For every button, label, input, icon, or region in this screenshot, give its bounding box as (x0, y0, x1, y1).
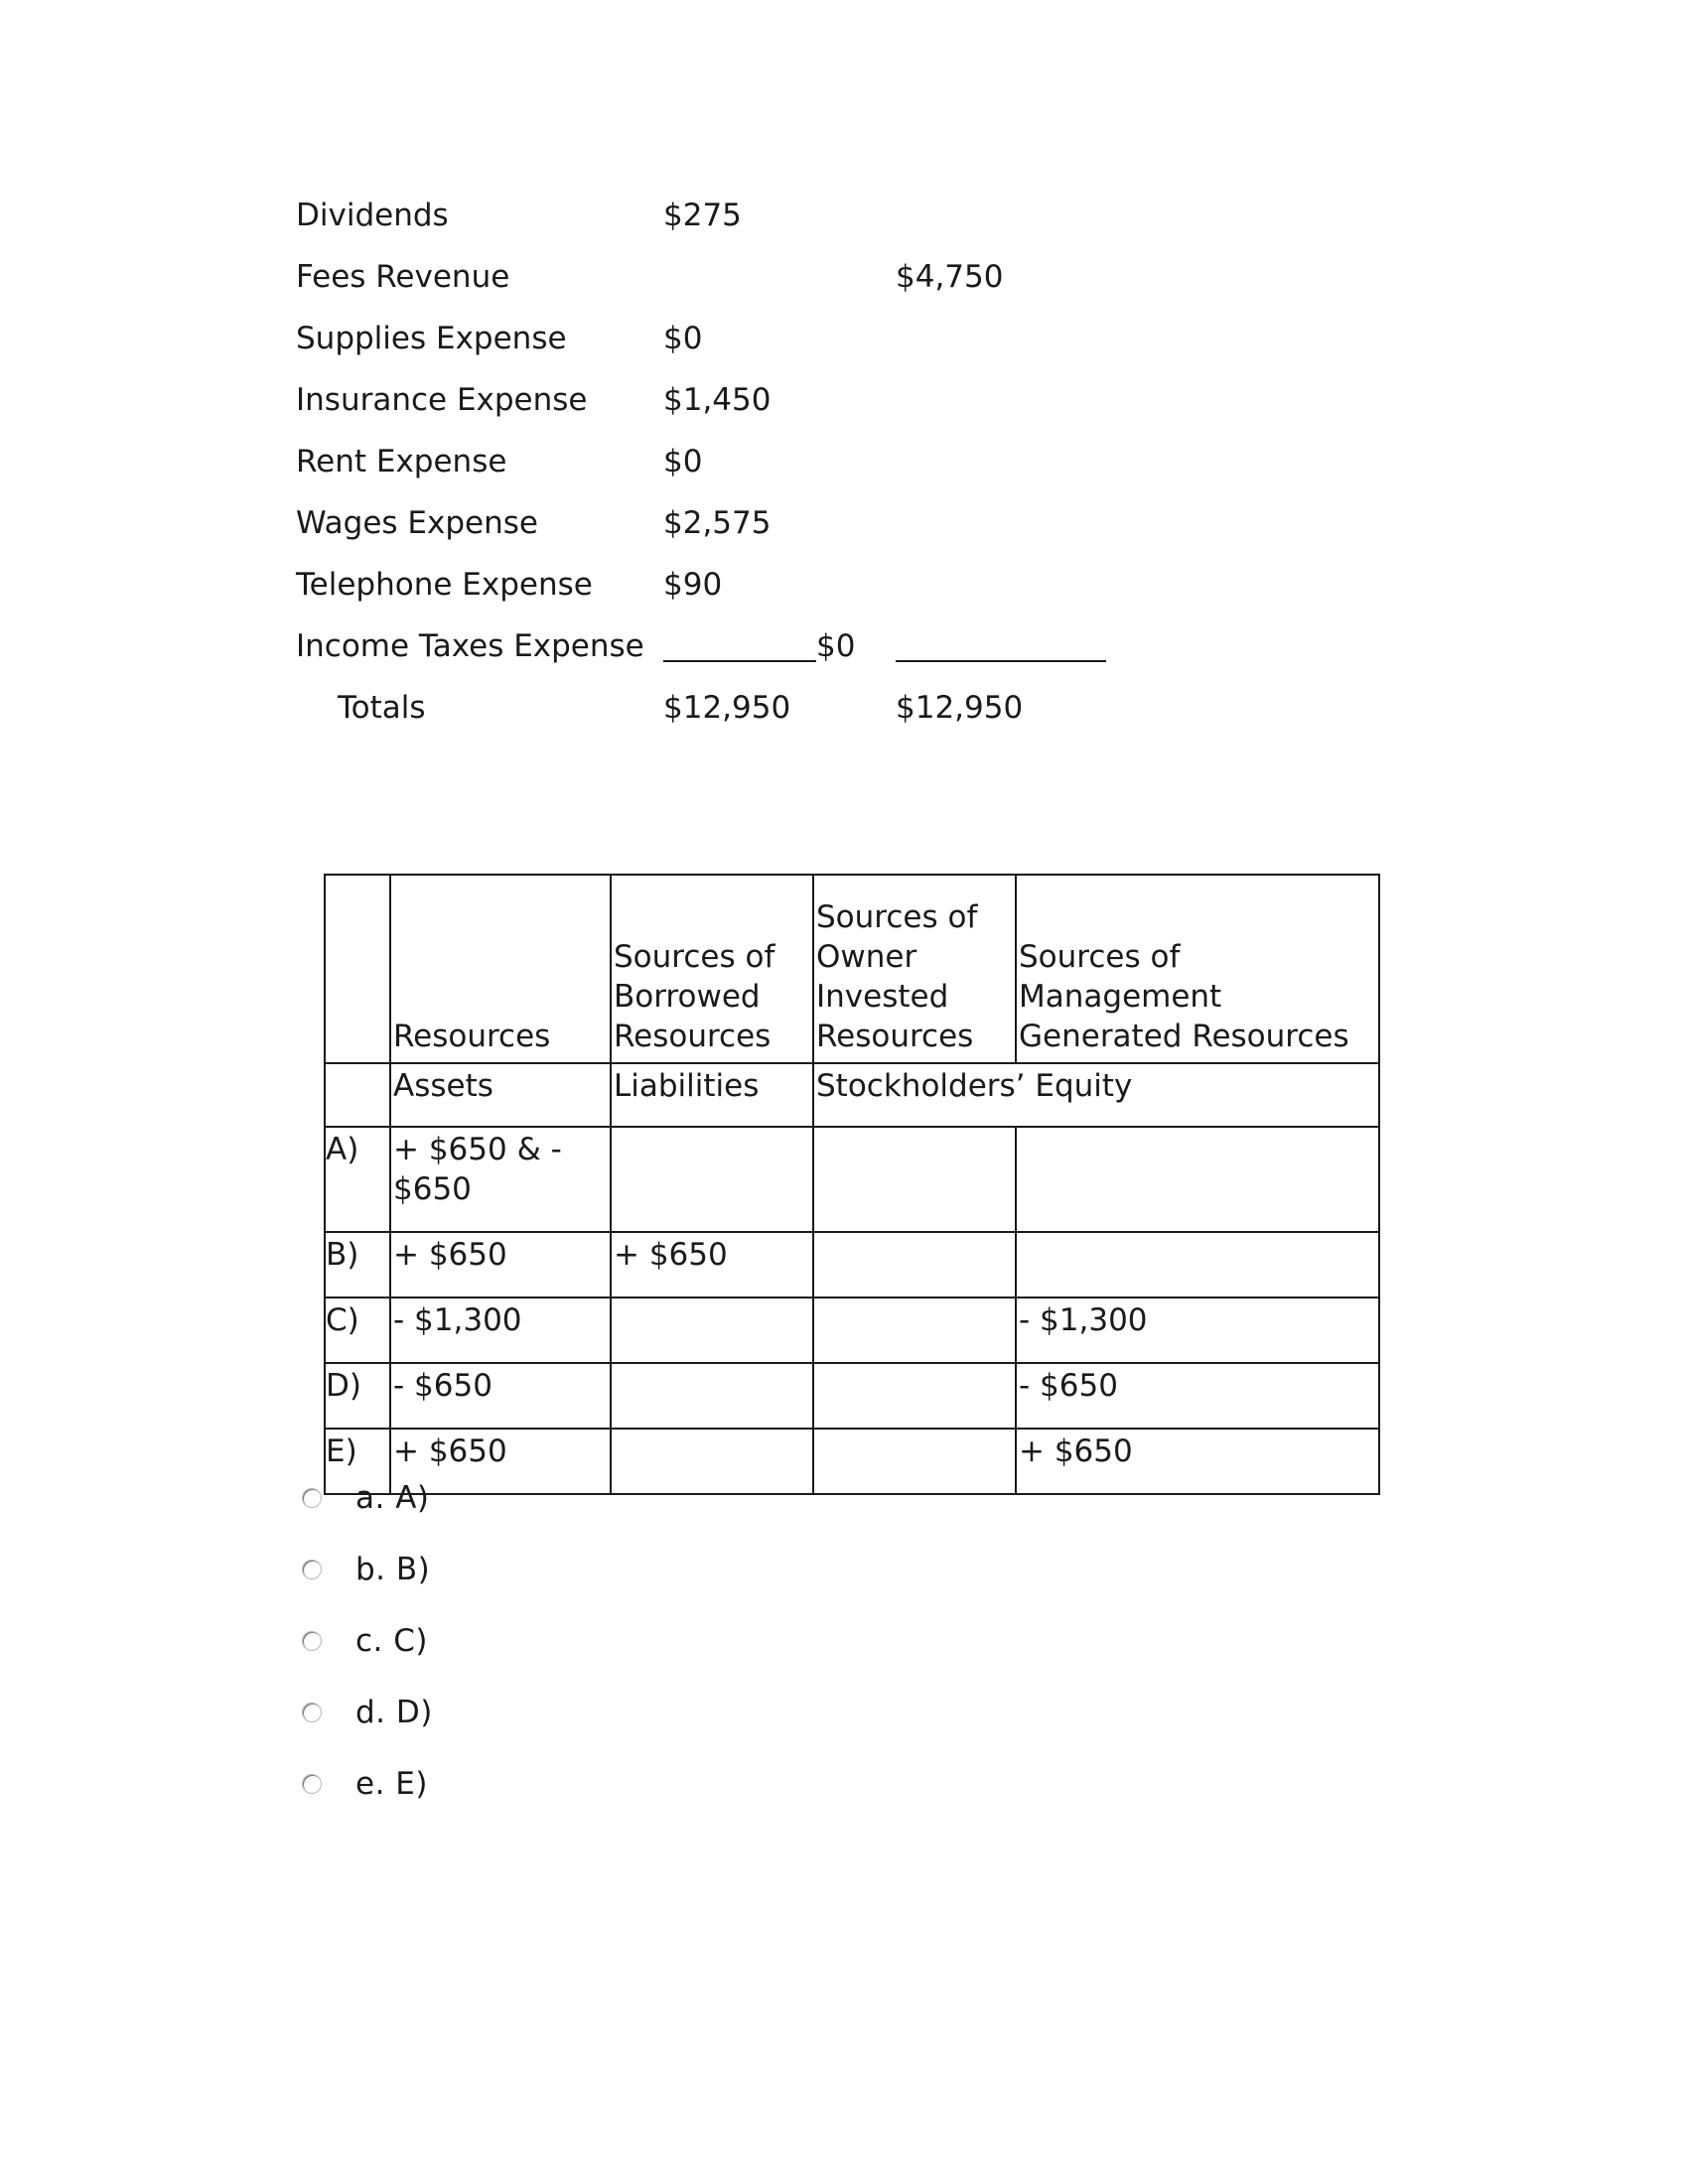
row-letter: B) (325, 1232, 390, 1297)
owner-cell (813, 1363, 1016, 1429)
row-letter: E) (325, 1429, 390, 1494)
management-generated-header: Sources of Management Generated Resources (1016, 875, 1379, 1063)
choice-label: d. D) (355, 1695, 433, 1730)
debit-total-rule (663, 660, 816, 662)
liabilities-cell (611, 1429, 813, 1494)
assets-subheader: Assets (390, 1063, 611, 1127)
tb-credit-total: $12,950 (896, 690, 1024, 726)
table-header-row (325, 875, 1379, 1063)
tb-row-rent-expense (0, 440, 1688, 483)
liabilities-cell: + $650 (611, 1232, 813, 1297)
radio-button-icon[interactable] (302, 1774, 322, 1794)
radio-button-icon[interactable] (302, 1631, 322, 1651)
tb-row-insurance-expense (0, 378, 1688, 422)
equity-subheader: Stockholders’ Equity (813, 1063, 1379, 1127)
tb-debit-value: $0 (663, 444, 703, 479)
assets-cell: + $650 & - $650 (390, 1127, 611, 1232)
radio-button-icon[interactable] (302, 1560, 322, 1579)
row-letter: D) (325, 1363, 390, 1429)
radio-button-icon[interactable] (302, 1488, 322, 1508)
owner-cell (813, 1297, 1016, 1363)
radio-button-icon[interactable] (302, 1703, 322, 1722)
owner-cell (813, 1429, 1016, 1494)
table-row (325, 1297, 1379, 1363)
tb-totals-label: Totals (338, 690, 426, 726)
table-row (325, 1127, 1379, 1232)
table-row (325, 1429, 1379, 1494)
table-row (325, 1232, 1379, 1297)
tb-account-label: Rent Expense (296, 444, 507, 479)
owner-invested-header: Sources of Owner Invested Resources (813, 875, 1016, 1063)
management-cell (1016, 1127, 1379, 1232)
management-cell: - $650 (1016, 1363, 1379, 1429)
choice-label: c. C) (355, 1623, 428, 1659)
borrowed-resources-header: Sources of Borrowed Resources (611, 875, 813, 1063)
letter-header-cell (325, 875, 390, 1063)
tb-debit-total: $12,950 (663, 690, 791, 726)
table-subheader-row (325, 1063, 1379, 1127)
letter-subheader-cell (325, 1063, 390, 1127)
tb-account-label: Income Taxes Expense (296, 628, 644, 664)
choice-d[interactable] (302, 1691, 433, 1762)
choice-label: a. A) (355, 1480, 430, 1516)
choice-label: b. B) (355, 1552, 431, 1587)
credit-total-rule (896, 660, 1106, 662)
liabilities-subheader: Liabilities (611, 1063, 813, 1127)
management-cell: + $650 (1016, 1429, 1379, 1494)
liabilities-cell (611, 1297, 813, 1363)
tb-debit-value: $0 (816, 628, 856, 664)
answer-choices (302, 1476, 433, 1834)
tb-row-dividends (0, 194, 1688, 237)
assets-cell: - $1,300 (390, 1297, 611, 1363)
tb-debit-value: $0 (663, 321, 703, 356)
management-cell (1016, 1232, 1379, 1297)
table-row (325, 1363, 1379, 1429)
tb-row-telephone-expense (0, 563, 1688, 607)
tb-row-totals (0, 686, 1688, 730)
tb-row-fees-revenue (0, 255, 1688, 299)
assets-cell: + $650 (390, 1232, 611, 1297)
tb-row-wages-expense (0, 501, 1688, 545)
tb-credit-value: $4,750 (896, 259, 1004, 295)
row-letter: A) (325, 1127, 390, 1232)
tb-debit-value: $275 (663, 198, 742, 233)
choice-c[interactable] (302, 1619, 433, 1691)
owner-cell (813, 1127, 1016, 1232)
assets-cell: + $650 (390, 1429, 611, 1494)
assets-cell: - $650 (390, 1363, 611, 1429)
resources-header: Resources (390, 875, 611, 1063)
management-cell: - $1,300 (1016, 1297, 1379, 1363)
choice-label: e. E) (355, 1766, 428, 1802)
tb-row-supplies-expense (0, 317, 1688, 360)
choice-b[interactable] (302, 1548, 433, 1619)
choice-e[interactable] (302, 1762, 433, 1834)
tb-account-label: Telephone Expense (296, 567, 593, 603)
owner-cell (813, 1232, 1016, 1297)
tb-debit-value: $1,450 (663, 382, 772, 418)
liabilities-cell (611, 1127, 813, 1232)
choice-a[interactable] (302, 1476, 433, 1548)
tb-debit-value: $90 (663, 567, 723, 603)
row-letter: C) (325, 1297, 390, 1363)
tb-row-income-taxes-expense (0, 624, 1688, 668)
tb-account-label: Wages Expense (296, 505, 538, 541)
transaction-analysis-table (324, 874, 1380, 1495)
liabilities-cell (611, 1363, 813, 1429)
tb-account-label: Fees Revenue (296, 259, 510, 295)
tb-debit-value: $2,575 (663, 505, 772, 541)
tb-account-label: Dividends (296, 198, 449, 233)
tb-account-label: Supplies Expense (296, 321, 567, 356)
tb-account-label: Insurance Expense (296, 382, 588, 418)
